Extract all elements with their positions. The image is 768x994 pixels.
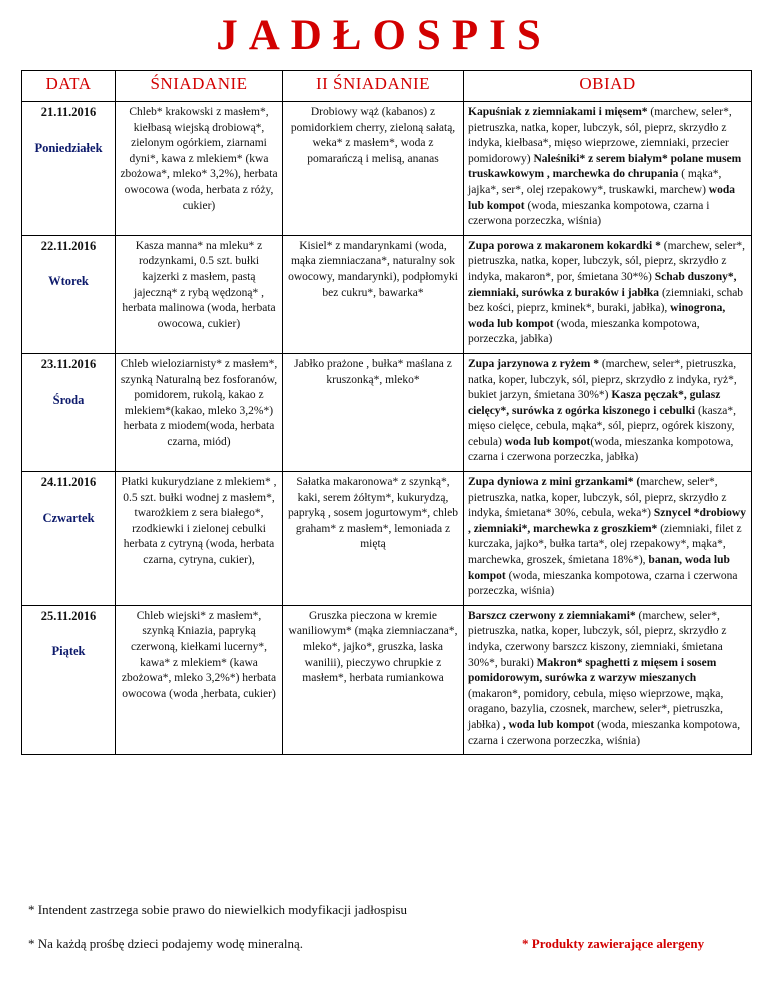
dish-name: woda lub kompot: [504, 435, 591, 448]
date-value: 24.11.2016: [40, 475, 97, 490]
dish-name: banan, woda lub kompot: [468, 554, 730, 582]
date-cell: [22, 605, 116, 754]
dish-name: woda lub kompot: [468, 183, 735, 212]
dish-name: winogrona, woda lub kompot: [468, 302, 726, 330]
menu-row: [22, 353, 752, 471]
breakfast-cell: Chleb wiejski* z masłem*, szynką Kniazia, papryką czerwoną, kiełkami lucerny*, kawa* z mlekiem* (kawa zbożowa*, mleko 3,2%*) herbata owocowa (woda ,herbata, cukier): [116, 605, 283, 754]
dish-name: Zupa porowa z makaronem kokardki *: [468, 239, 661, 252]
date-value: 23.11.2016: [40, 356, 97, 371]
dish-name: Zupa jarzynowa z ryżem *: [468, 357, 599, 370]
breakfast-cell: Płatki kukurydziane z mlekiem* , 0.5 szt. bułki wodnej z masłem*, twarożkiem z sera białego*, rzodkiewki i zielonej cebulki herbata z cytryną (woda, herbata czarna, cytryna, cukier),: [116, 472, 283, 606]
dish-ingredients: (marchew, seler*, pietruszka, natka, koper, lubczyk, sól, pieprz, skrzydło z indyka, kiełbasa*, mięso wieprzowe, ziemniaki, przecier pomidorowy): [468, 106, 732, 165]
dish-ingredients: (woda, mieszanka kompotowa, porzeczka, jabłka): [468, 317, 700, 346]
dish-ingredients: (ziemniaki, filet z kurczaka, jajko*, bułka tarta*, olej rzepakowy*, mąka*, marchewka, groszek, śmietana 18%*),: [468, 522, 742, 567]
dish-ingredients: (woda, mieszanka kompotowa, czarna i czerwona porzeczka, jabłka): [468, 435, 734, 464]
breakfast-cell: Chleb* krakowski z masłem*, kiełbasą wiejską drobiową*, zielonym ogórkiem, ziarnami dyni*, kawa z mlekiem* (kwa zbożowa*, mleko* 3,2%), herbata owocowa (woda, herbata z róży, cukier): [116, 102, 283, 236]
dish-name: Barszcz czerwony z ziemniakami*: [468, 609, 636, 622]
dish-ingredients: (marchew, seler*, pietruszka, natka, koper, lubczyk, sól, pieprz, skrzydło z indyka, makaron*, por, śmietana 30*%): [468, 239, 746, 283]
second-breakfast-cell: Sałatka makaronowa* z szynką*, kaki, serem żółtym*, kukurydzą, papryką , sosem jogurtowym*, chleb graham* z masłem*, lemoniada z miętą: [283, 472, 464, 606]
dish-ingredients: (woda, mieszanka kompotowa, czarna i czerwona porzeczka, wiśnia): [468, 569, 738, 598]
dish-name: , woda lub kompot: [502, 718, 595, 731]
dish-ingredients: (woda, mieszanka kompotowa, czarna i czerwona porzeczka, wiśnia): [468, 718, 741, 747]
date-value: 25.11.2016: [40, 608, 97, 623]
dish-name: Kasza pęczak*, gulasz cielęcy*, surówka z ogórka kiszonego i cebulki: [468, 389, 721, 417]
date-cell: [22, 102, 116, 236]
dish-ingredients: (makaron*, pomidory, cebula, mięso wieprzowe, mąka, oragano, bazylia, czosnek, marchew, seler*, pietruszka, jabłka): [468, 687, 724, 731]
dinner-cell: [464, 605, 752, 754]
weekday-label: Środa: [52, 392, 85, 407]
dish-name: Sznycel *drobiowy , ziemniaki*, marchewka z groszkiem*: [468, 507, 746, 535]
weekday-label: Piątek: [51, 644, 86, 659]
second-breakfast-cell: Kisiel* z mandarynkami (woda, mąka ziemniaczana*, naturalny sok owocowy, mandarynki), podpłomyki bez cukru*, bawarka*: [283, 235, 464, 353]
dish-ingredients: (marchew, seler*, pietruszka, natka, koper, lubczyk, sól, pieprz, skrzydło z indyka, czerwony barszcz kiszony, ziemniaki, śmietana 30%*, buraki): [468, 609, 727, 669]
weekday-label: Poniedziałek: [34, 140, 103, 155]
second-breakfast-cell: Gruszka pieczona w kremie waniliowym* (mąka ziemniaczana*, mleko*, jajko*, gruszka, laska wanilii), pieczywo chrupkie z masłem*, herbata rumiankowa: [283, 605, 464, 754]
second-breakfast-cell: Drobiowy wąż (kabanos) z pomidorkiem cherry, zieloną sałatą, weka* z masłem*, woda z pomarańczą i melisą, ananas: [283, 102, 464, 236]
header-row: [22, 71, 752, 102]
note-mineral-water: * Na każdą prośbę dzieci podajemy wodę mineralną.: [28, 936, 304, 951]
dinner-cell: [464, 235, 752, 353]
header-dinner: OBIAD: [464, 71, 752, 102]
breakfast-cell: Chleb wieloziarnisty* z masłem*, szynką Naturalną bez fosforanów, pomidorem, rukolą, kakao z mlekiem*(kakao, mleko 3,2%*) herbata z miodem(woda, herbata czarna, miód): [116, 353, 283, 471]
note-modifications: * Intendent zastrzega sobie prawo do niewielkich modyfikacji jadłospisu: [28, 902, 408, 917]
second-breakfast-cell: Jabłko prażone , bułka* maślana z kruszonką*, mleko*: [283, 353, 464, 471]
menu-body: [22, 102, 752, 755]
date-cell: [22, 235, 116, 353]
header-second-breakfast: II ŚNIADANIE: [283, 71, 464, 102]
menu-table: [21, 70, 752, 755]
menu-row: [22, 235, 752, 353]
weekday-label: Wtorek: [48, 274, 89, 289]
dish-ingredients: (ziemniaki, schab bez kości, pieprz, kminek*, buraki, jabłka),: [468, 286, 744, 315]
header-breakfast: ŚNIADANIE: [116, 71, 283, 102]
dinner-cell: [464, 353, 752, 471]
weekday-label: Czwartek: [42, 510, 95, 525]
dish-name: Zupa dyniowa z mini grzankami* (: [468, 476, 641, 489]
menu-row: [22, 102, 752, 236]
dish-ingredients: (woda, mieszanka kompotowa, czarna i czerwona porzeczka, wiśnia): [468, 199, 710, 228]
breakfast-cell: Kasza manna* na mleku* z rodzynkami, 0.5 szt. bułki kajzerki z masłem, pastą jajeczną* z rybą wędzoną* , herbata malinowa (woda, herbata owocowa, cukier): [116, 235, 283, 353]
dish-ingredients: marchew, seler*, pietruszka, natka, koper, lubczyk, sól, pieprz, skrzydło z indyka, śmietana* 30%, cebula, weka*): [468, 476, 727, 520]
dish-name: Schab duszony*, ziemniaki, surówka z buraków i jabłka: [468, 270, 737, 299]
date-cell: [22, 353, 116, 471]
menu-row: [22, 472, 752, 606]
dish-name: Kapuśniak z ziemniakami i mięsem*: [468, 106, 648, 118]
menu-row: [22, 605, 752, 754]
dish-ingredients: (marchew, seler*, pietruszka, natka, koper, lubczyk, sól, pieprz, skrzydło z indyka, ryż*, bukiet jarzyn, śmietana 30%*): [468, 357, 737, 402]
dish-name: Makron* spaghetti z mięsem i sosem pomidorowym, surówka z warzyw mieszanych: [468, 656, 717, 685]
dish-name: Naleśniki* z serem białym* polane musem truskawkowym , marchewka do chrupania: [468, 152, 742, 181]
date-value: 21.11.2016: [40, 105, 97, 119]
dish-ingredients: ( mąka*, jajka*, ser*, olej rzepakowy*, truskawki, marchew): [468, 168, 722, 196]
allergen-note: * Produkty zawierające alergeny: [522, 936, 705, 951]
dinner-cell: [464, 472, 752, 606]
dish-ingredients: (kasza*, mięso cielęce, cebula, mąka*, sól, pieprz, ogórek kiszony, cebula): [468, 404, 736, 448]
date-value: 22.11.2016: [40, 238, 97, 253]
header-date: DATA: [22, 71, 116, 102]
dinner-cell: [464, 102, 752, 236]
date-cell: [22, 472, 116, 606]
page-title: JADŁOSPIS: [216, 12, 552, 59]
